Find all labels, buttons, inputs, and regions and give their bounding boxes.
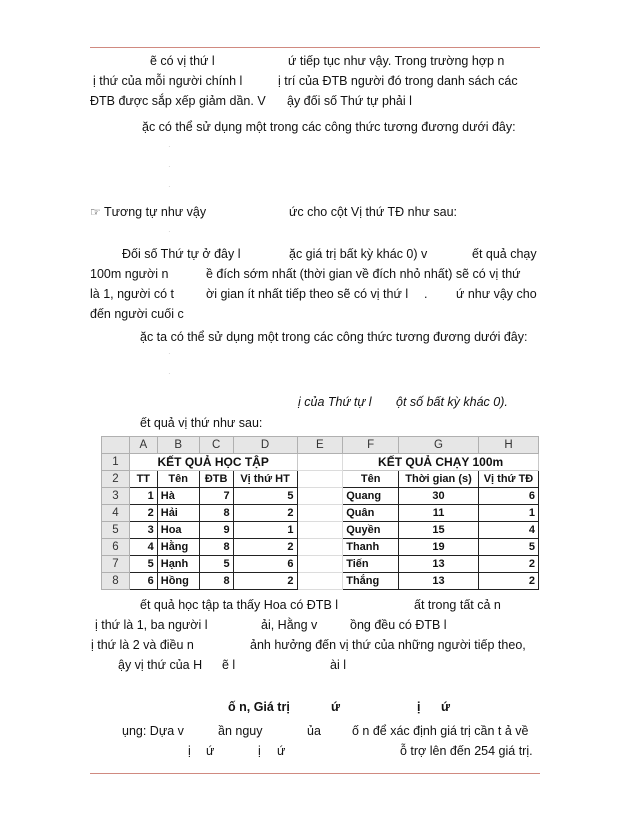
p2-line3-a: là 1, người có t: [90, 287, 174, 301]
cell: Hải: [157, 505, 199, 522]
cell: 5: [233, 488, 297, 505]
row-number: 2: [102, 471, 130, 488]
bullet-line: [90, 204, 206, 220]
cell: 13: [399, 573, 479, 590]
spreadsheet-image: [101, 436, 539, 587]
cell: 2: [233, 573, 297, 590]
p3-line2-c: ồng đều có ĐTB l: [350, 618, 447, 632]
faint-mark: ·: [168, 369, 171, 378]
p1-line2-b: ị trí của ĐTB người đó trong danh sách các: [278, 74, 518, 88]
cell: 2: [233, 539, 297, 556]
row-number: 7: [102, 556, 130, 573]
section-line2-e: ỗ trợ lên đến 254 giá trị.: [400, 744, 533, 758]
empty-cell: [297, 454, 343, 471]
p1-line2-a: ị thứ của mỗi người chính l: [93, 74, 243, 88]
cell: Tiến: [343, 556, 399, 573]
cell: 2: [129, 505, 157, 522]
cell: Hằng: [157, 539, 199, 556]
cell: 8: [199, 505, 233, 522]
section-line1-b: ần nguy: [218, 724, 263, 738]
section-heading-a: ố n, Giá trị: [228, 700, 290, 714]
hand-pointing-icon: ☞: [90, 205, 101, 219]
cell: 7: [199, 488, 233, 505]
p2-line2-b: ề đích sớm nhất (thời gian về đích nhỏ nhất) sẽ có vị thứ: [206, 267, 521, 281]
p2-line7: ết quả vị thứ như sau:: [140, 416, 263, 430]
col-header: C: [199, 437, 233, 454]
bullet-line-a: Tương tự như vậy: [104, 205, 207, 219]
section-line2-d: ứ: [277, 744, 286, 758]
section-heading-b: ứ: [331, 700, 341, 714]
cell: 1: [129, 488, 157, 505]
cell: 4: [129, 539, 157, 556]
table-title-left: KẾT QUẢ HỌC TẬP: [129, 454, 297, 471]
section-heading-c: ị: [417, 700, 421, 714]
header-cell: Vị thứ HT: [233, 471, 297, 488]
cell: Quyền: [343, 522, 399, 539]
cell: 15: [399, 522, 479, 539]
cell: 6: [129, 573, 157, 590]
p1-line4: ặc có thể sử dụng một trong các công thức tương đương dưới đây:: [142, 120, 516, 134]
section-line1-a: ụng: Dựa v: [122, 724, 184, 738]
cell: 2: [478, 573, 538, 590]
header-cell: ĐTB: [199, 471, 233, 488]
row-number: 6: [102, 539, 130, 556]
section-line2-c: ị: [258, 744, 261, 758]
col-header: G: [399, 437, 479, 454]
cell: 4: [478, 522, 538, 539]
p2-line4: đến người cuối c: [90, 307, 184, 321]
col-header: H: [478, 437, 538, 454]
cell: 6: [478, 488, 538, 505]
cell: Hà: [157, 488, 199, 505]
row-number: 8: [102, 573, 130, 590]
table-title-right: KẾT QUẢ CHẠY 100m: [343, 454, 539, 471]
col-header: B: [157, 437, 199, 454]
p1-line1-a: ẽ có vị thứ l: [150, 54, 215, 68]
p3-line4-a: ậy vị thứ của H: [118, 658, 203, 672]
row-number: 1: [102, 454, 130, 471]
faint-mark: ·: [168, 227, 171, 236]
p1-line3-a: ĐTB được sắp xếp giảm dần. V: [90, 94, 266, 108]
cell: Quân: [343, 505, 399, 522]
p3-line1-b: ất trong tất cả n: [414, 598, 501, 612]
cell: 5: [129, 556, 157, 573]
p3-line2-a: ị thứ là 1, ba người l: [95, 618, 208, 632]
faint-mark: ·: [168, 349, 171, 358]
p3-line4-b: ẽ l: [222, 658, 236, 672]
header-cell: Tên: [343, 471, 399, 488]
p2-line3-c: .: [424, 287, 428, 301]
top-rule: [90, 47, 540, 48]
p3-line2-b: ải, Hằng v: [261, 618, 318, 632]
p2-line1-a: Đối số Thứ tự ở đây l: [122, 247, 241, 261]
empty-cell: [297, 471, 343, 488]
p2-line1-c: ết quả chạy: [472, 247, 537, 261]
empty-cell: [297, 505, 343, 522]
row-number: 4: [102, 505, 130, 522]
empty-cell: [297, 539, 343, 556]
p2-line1-b: ặc giá trị bất kỳ khác 0) v: [289, 247, 428, 261]
row-number: 5: [102, 522, 130, 539]
section-line2-b: ứ: [206, 744, 215, 758]
section-heading-d: ứ: [441, 700, 451, 714]
col-header: E: [297, 437, 343, 454]
header-cell: Vị thứ TĐ: [478, 471, 538, 488]
cell: Quang: [343, 488, 399, 505]
cell: 1: [233, 522, 297, 539]
section-line1-c: ủa: [307, 724, 321, 738]
empty-cell: [297, 573, 343, 590]
cell: Thanh: [343, 539, 399, 556]
p3-line3-b: ảnh hưởng đến vị thứ của những người tiếp theo,: [250, 638, 526, 652]
bottom-rule: [90, 773, 540, 774]
cell: 19: [399, 539, 479, 556]
p2-line3-d: ứ như vậy cho: [456, 287, 537, 301]
section-line1-d: ố n để xác định giá trị cần t ả về: [352, 724, 529, 738]
cell: Hoa: [157, 522, 199, 539]
p2-line3-b: ời gian ít nhất tiếp theo sẽ có vị thứ l: [206, 287, 409, 301]
header-cell: Thời gian (s): [399, 471, 479, 488]
faint-mark: ·: [168, 182, 171, 191]
col-header: F: [343, 437, 399, 454]
cell: Thắng: [343, 573, 399, 590]
cell: 1: [478, 505, 538, 522]
p2-line2-a: 100m người n: [90, 267, 169, 281]
cell: 3: [129, 522, 157, 539]
p2-line6-a: ị của Thứ tự l: [298, 395, 372, 409]
corner-cell: [102, 437, 130, 454]
cell: Hạnh: [157, 556, 199, 573]
cell: 13: [399, 556, 479, 573]
cell: 30: [399, 488, 479, 505]
empty-cell: [297, 556, 343, 573]
col-header: D: [233, 437, 297, 454]
cell: Hồng: [157, 573, 199, 590]
empty-cell: [297, 488, 343, 505]
p3-line1-a: ết quả học tập ta thấy Hoa có ĐTB l: [140, 598, 339, 612]
p2-line6-b: ột số bất kỳ khác 0).: [396, 395, 508, 409]
header-cell: TT: [129, 471, 157, 488]
p2-line5: ặc ta có thể sử dụng một trong các công thức tương đương dưới đây:: [140, 330, 528, 344]
header-cell: Tên: [157, 471, 199, 488]
p1-line1-b: ứ tiếp tục như vậy. Trong trường hợp n: [288, 54, 505, 68]
cell: 9: [199, 522, 233, 539]
cell: 5: [199, 556, 233, 573]
cell: 5: [478, 539, 538, 556]
cell: 2: [233, 505, 297, 522]
cell: 8: [199, 539, 233, 556]
section-line2-a: ị: [188, 744, 191, 758]
bullet-line-b: ức cho cột Vị thứ TĐ như sau:: [289, 205, 457, 219]
col-header: A: [129, 437, 157, 454]
faint-mark: ·: [168, 142, 171, 151]
cell: 2: [478, 556, 538, 573]
cell: 11: [399, 505, 479, 522]
faint-mark: ·: [168, 162, 171, 171]
cell: 8: [199, 573, 233, 590]
p1-line3-b: ậy đối số Thứ tự phải l: [287, 94, 412, 108]
empty-cell: [297, 522, 343, 539]
row-number: 3: [102, 488, 130, 505]
cell: 6: [233, 556, 297, 573]
p3-line4-c: ài l: [330, 658, 346, 672]
p3-line3-a: ị thứ là 2 và điều n: [91, 638, 194, 652]
